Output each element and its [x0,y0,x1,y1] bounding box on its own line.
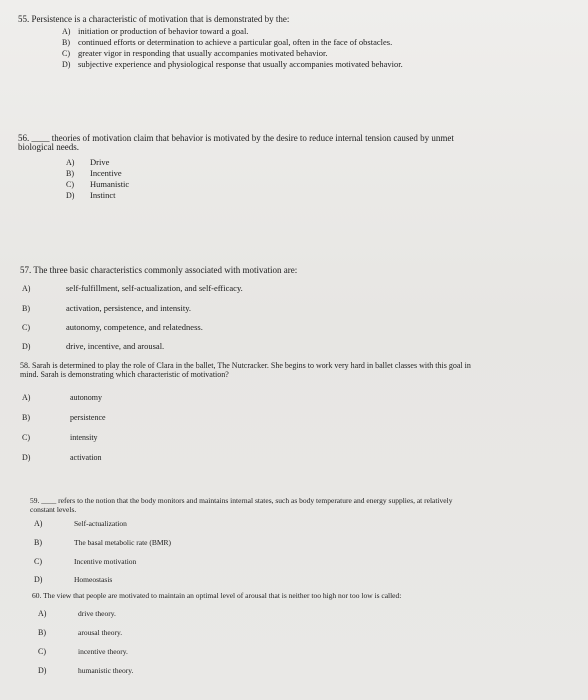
question-59-stem-line2: constant levels. [30,505,77,514]
question-55-stem: 55. Persistence is a characteristic of motivation that is demonstrated by the: [18,14,290,24]
q57-option-b[interactable]: B) activation, persistence, and intensity. [22,303,192,313]
question-56-stem-line2: biological needs. [18,142,79,152]
question-55 [18,14,289,25]
q58-option-c[interactable]: C) intensity [22,433,98,442]
q57-option-c[interactable]: C) autonomy, competence, and relatedness. [22,322,203,332]
question-59 [30,496,452,514]
q56-option-d[interactable]: D) Instinct [66,190,116,200]
q58-option-b[interactable]: B) persistence [22,413,106,422]
question-58 [20,361,471,379]
q55-option-b[interactable]: B) continued efforts or determination to achieve a particular goal, often in the face of obstacles. [62,37,393,47]
q58-option-d[interactable]: D) activation [22,453,102,462]
q57-option-a[interactable]: A) self-fulfillment, self-actualization, and self-efficacy. [22,283,243,293]
q59-option-d[interactable]: D) Homeostasis [34,575,113,584]
q57-option-d[interactable]: D) drive, incentive, and arousal. [22,341,165,351]
question-57-stem: 57. The three basic characteristics commonly associated with motivation are: [20,265,298,275]
q55-option-a[interactable]: A) initiation or production of behavior toward a goal. [62,26,249,36]
question-56 [18,133,454,153]
q55-option-d[interactable]: D) subjective experience and physiological response that usually accompanies motivated behavior. [62,59,403,69]
q59-option-a[interactable]: A) Self-actualization [34,519,127,528]
question-57 [20,265,297,276]
q56-option-a[interactable]: A) Drive [66,157,110,167]
q55-option-c[interactable]: C) greater vigor in responding that usually accompanies motivated behavior. [62,48,328,58]
q58-option-a[interactable]: A) autonomy [22,393,102,402]
question-60 [32,590,401,601]
q60-option-b[interactable]: B) arousal theory. [38,628,123,637]
question-58-stem-line1: 58. Sarah is determined to play the role of Clara in the ballet, The Nutcracker. She begins to work very hard in ballet classes with this goal in [20,361,471,370]
q59-option-c[interactable]: C) Incentive motivation [34,557,137,566]
q60-option-a[interactable]: A) drive theory. [38,609,116,618]
question-59-stem-line1: 59. ____ refers to the notion that the body monitors and maintains internal states, such as body temperature and energy supplies, at relatively [30,496,453,505]
q59-option-b[interactable]: B) The basal metabolic rate (BMR) [34,538,172,547]
question-60-stem: 60. The view that people are motivated to maintain an optimal level of arousal that is neither too high nor too low is called: [32,591,402,600]
q56-option-c[interactable]: C) Humanistic [66,179,130,189]
q56-option-b[interactable]: B) Incentive [66,168,122,178]
q60-option-c[interactable]: C) incentive theory. [38,647,128,656]
question-58-stem-line2: mind. Sarah is demonstrating which characteristic of motivation? [20,370,229,379]
question-56-stem-line1: 56. ____ theories of motivation claim that behavior is motivated by the desire to reduce internal tension caused by unmet [18,133,454,143]
q60-option-d[interactable]: D) humanistic theory. [38,666,134,675]
